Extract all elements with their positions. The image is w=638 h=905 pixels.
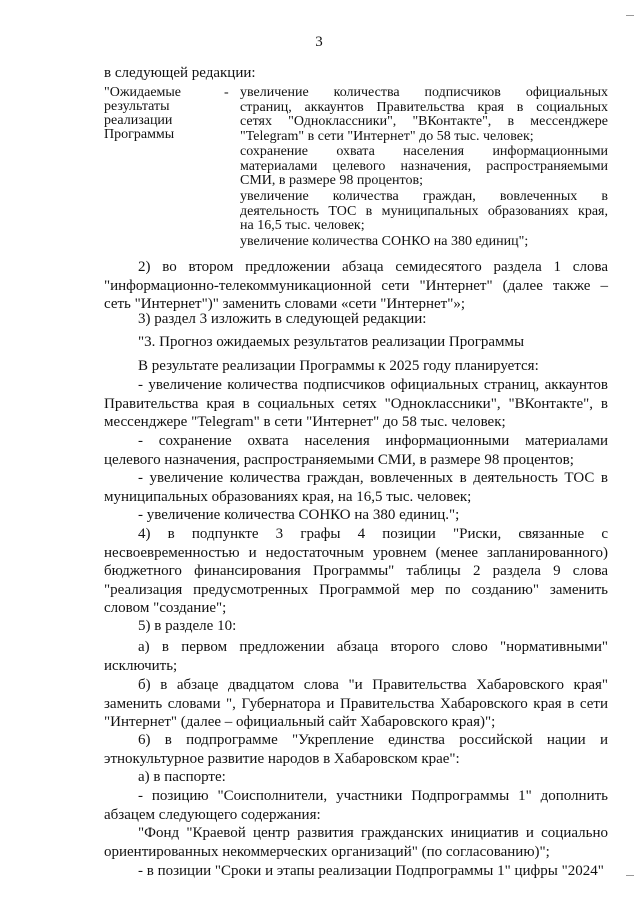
- table-label-line: "Ожидаемые: [104, 85, 182, 100]
- paragraph-3: [104, 310, 608, 329]
- cell-line: на 16,5 тыс. человек;: [240, 218, 365, 233]
- cell-line: деятельность ТОС в муниципальных образованиях края,: [240, 203, 608, 219]
- paragraph-5b: [104, 676, 608, 732]
- table-cell-subscribers: [240, 86, 608, 144]
- paragraph-line: мессенджере "Telegram" в сети "Интернет" до 58 тыс. человек;: [104, 414, 506, 430]
- paragraph-line: "реализация предусмотренных Программой мер по созданию" заменить: [104, 581, 608, 598]
- paragraph-terms: [104, 862, 608, 881]
- paragraph-line: исключить;: [104, 657, 178, 674]
- paragraph-line: сеть "Интернет")" заменить словами «сети "Интернет"»;: [104, 296, 466, 312]
- paragraph-line: а) в паспорте:: [138, 769, 226, 785]
- table-label-line: реализации: [104, 113, 173, 128]
- paragraph-6a-position: [104, 787, 608, 824]
- paragraph-line: "3. Прогноз ожидаемых результатов реализации Программы: [138, 334, 525, 350]
- table-cell-sonko: [240, 235, 608, 250]
- paragraph-line: "Интернет" (далее – официальный сайт Хабаровского края)";: [104, 714, 496, 730]
- cell-line: страниц, аккаунтов Правительства края в социальных: [240, 99, 608, 115]
- paragraph-line: - позицию "Соисполнители, участники Подпрограммы 1" дополнить: [138, 788, 608, 804]
- paragraph-6a: [104, 768, 608, 787]
- cell-line: увеличение количества граждан, вовлеченных в: [240, 189, 608, 204]
- paragraph-line: "информационно-телекоммуникационной сети "Интернет" (далее также –: [104, 277, 608, 294]
- paragraph-line: б) в абзаце двадцатом слова "и Правительства Хабаровского края": [138, 677, 608, 693]
- table-dash: -: [224, 85, 229, 100]
- table-label-line: Программы: [104, 127, 175, 142]
- paragraph-line: а) в первом предложении абзаца второго слово "нормативными": [138, 639, 608, 655]
- cell-line: сохранение охвата населения информационными: [240, 144, 608, 159]
- paragraph-fund: [104, 824, 608, 861]
- table-cell-media: [240, 145, 608, 189]
- paragraph-2: [104, 258, 608, 314]
- paragraph-planned: [104, 357, 608, 376]
- cell-line: увеличение количества подписчиков официальных: [240, 85, 608, 100]
- paragraph-line: В результате реализации Программы к 2025 году планируется:: [138, 358, 539, 374]
- paragraph-line: несвоевременностью и недостаточным уровнем (менее запланированного): [104, 544, 608, 561]
- bullet-subscribers: [104, 376, 608, 432]
- page-number: 3: [315, 34, 323, 50]
- cell-line: "Telegram" в сети "Интернет" до 58 тыс. человек;: [240, 128, 534, 144]
- paragraph-line: - сохранение охвата населения информационными материалами: [138, 433, 608, 449]
- paragraph-line: "Фонд "Краевой центр развития гражданских инициатив и социально: [138, 825, 608, 841]
- cell-line: сетях "Одноклассники", "ВКонтакте", в мессенджере: [240, 114, 608, 129]
- paragraph-line: 5) в разделе 10:: [138, 618, 237, 634]
- paragraph-line: - увеличение количества граждан, вовлеченных в деятельность ТОС в: [138, 470, 608, 486]
- paragraph-line: Правительства края в социальных сетях "Одноклассники", "ВКонтакте", в: [104, 395, 608, 412]
- table-cell-tos: [240, 190, 608, 234]
- paragraph-6: [104, 731, 608, 768]
- paragraph-line: ориентированных некоммерческих организаций" (по согласованию)";: [104, 843, 550, 860]
- paragraph-line: 2) во втором предложении абзаца семидесятого раздела 1 слова: [138, 259, 608, 275]
- paragraph-5a: [104, 638, 608, 675]
- paragraph-line: целевого назначения, распространяемыми СМИ, в размере 98 процентов;: [104, 451, 574, 468]
- paragraph-4: [104, 525, 608, 618]
- edge-mark: [626, 15, 634, 16]
- paragraph-line: - увеличение количества подписчиков официальных страниц, аккаунтов: [138, 377, 608, 393]
- table-label-line: результаты: [104, 99, 170, 114]
- bullet-sonko: [104, 506, 608, 525]
- paragraph-line: муниципальных образованиях края, на 16,5 тыс. человек;: [104, 488, 472, 505]
- bullet-tos: [104, 469, 608, 506]
- bullet-media: [104, 432, 608, 469]
- edge-mark: [626, 875, 634, 876]
- paragraph-line: бюджетного финансирования Программы" таблицы 2 раздела 9 слова: [104, 563, 608, 579]
- cell-line: СМИ, в размере 98 процентов;: [240, 173, 423, 188]
- paragraph-line: 3) раздел 3 изложить в следующей редакции:: [138, 311, 427, 327]
- paragraph-line: этнокультурное развитие народов в Хабаровском крае":: [104, 750, 460, 767]
- paragraph-line: абзацем следующего содержания:: [104, 806, 321, 823]
- cell-line: увеличение количества СОНКО на 380 единиц";: [240, 234, 529, 249]
- paragraph-line: - в позиции "Сроки и этапы реализации Подпрограммы 1" цифры "2024": [138, 863, 604, 879]
- paragraph-line: заменить словами ", Губернатора и Правительства Хабаровского края в сети: [104, 695, 608, 712]
- table-label: [104, 86, 222, 142]
- cell-line: материалами целевого назначения, распространяемыми: [240, 158, 608, 174]
- intro-line: в следующей редакции:: [104, 65, 256, 81]
- paragraph-line: 4) в подпункте 3 графы 4 позиции "Риски, связанные с: [138, 526, 608, 542]
- paragraph-line: словом "создание";: [104, 600, 227, 616]
- section-heading: [104, 333, 608, 352]
- paragraph-line: 6) в подпрограмме "Укрепление единства российской нации и: [138, 732, 608, 748]
- paragraph-line: - увеличение количества СОНКО на 380 единиц.";: [138, 507, 460, 523]
- paragraph-5: [104, 617, 608, 636]
